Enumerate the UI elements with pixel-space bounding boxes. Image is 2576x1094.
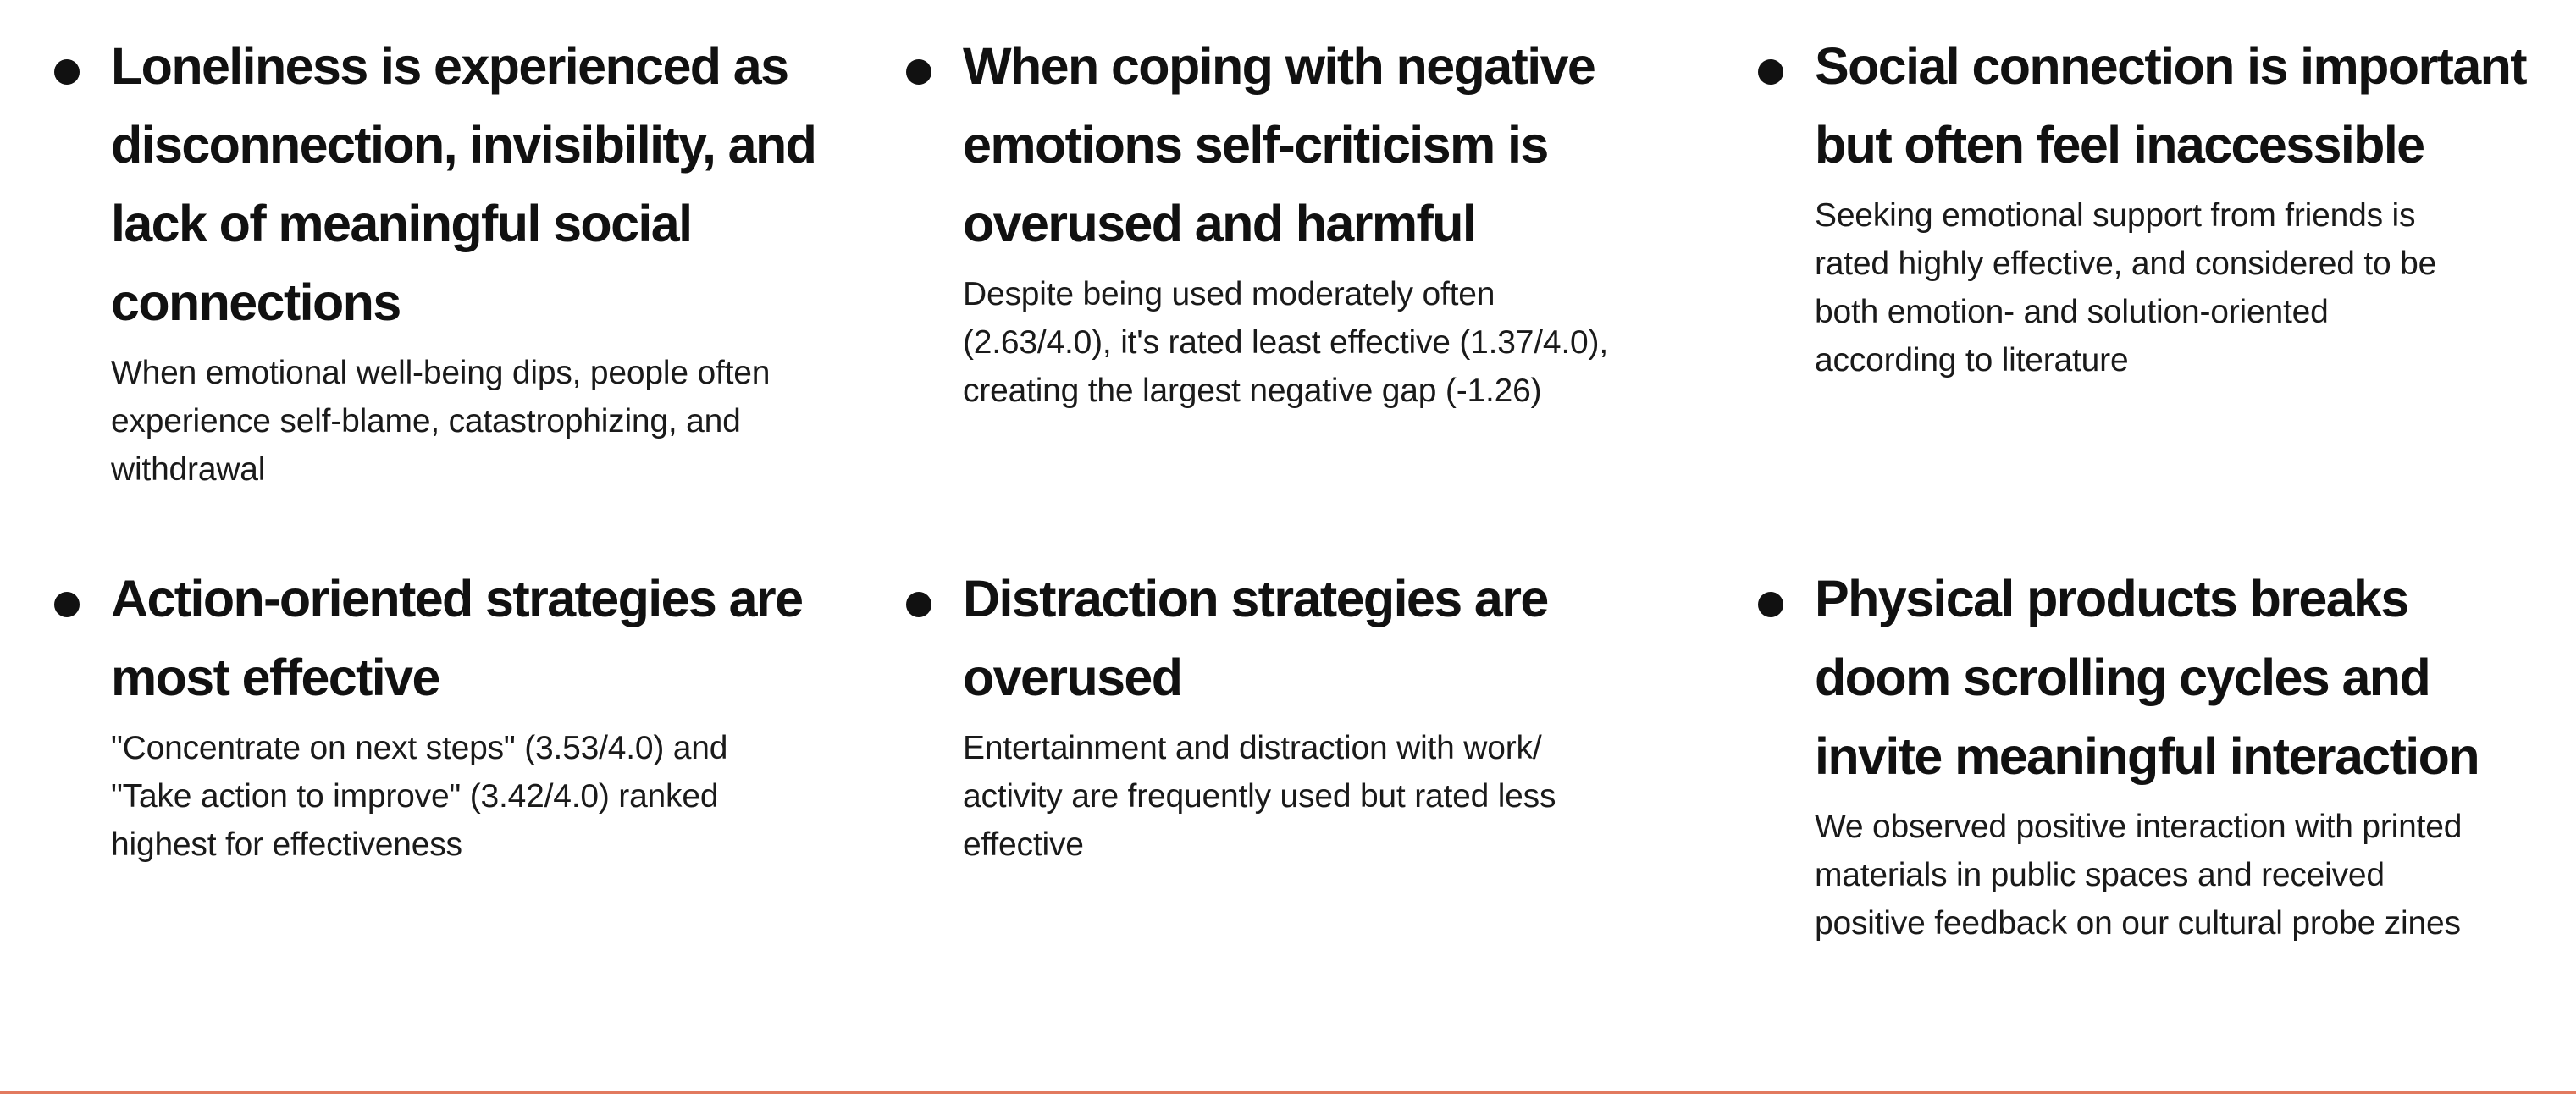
finding-action-oriented <box>54 560 816 869</box>
finding-loneliness <box>54 27 816 494</box>
finding-social-connection <box>1758 27 2554 384</box>
bullet-dot <box>906 592 931 617</box>
bullet-dot <box>1758 59 1783 85</box>
finding-heading: Distraction strategies are overused <box>963 570 1548 706</box>
finding-body: Despite being used moderately often (2.63/4.0), it's rated least effective (1.37/4.0), creating the largest negative gap (-1.26) <box>963 276 1608 409</box>
finding-body: Entertainment and distraction with work/ activity are frequently used but rated less effective <box>963 730 1556 863</box>
bullet-dot <box>1758 592 1783 617</box>
finding-heading: When coping with negative emotions self-criticism is overused and harmful <box>963 37 1595 252</box>
finding-body: We observed positive interaction with printed materials in public spaces and received positive feedback on our cultural probe zines <box>1815 809 2463 942</box>
finding-body: "Concentrate on next steps" (3.53/4.0) and "Take action to improve" (3.42/4.0) ranked highest for effectiveness <box>111 730 728 863</box>
bullet-dot <box>54 59 80 85</box>
finding-heading: Social connection is important but often feel inaccessible <box>1815 37 2527 174</box>
finding-heading: Physical products breaks doom scrolling cycles and invite meaningful interaction <box>1815 570 2479 785</box>
bullet-dot <box>906 59 931 85</box>
finding-physical-products <box>1758 560 2554 948</box>
finding-self-criticism <box>906 27 1668 415</box>
bullet-dot <box>54 592 80 617</box>
finding-distraction <box>906 560 1668 869</box>
finding-body: When emotional well-being dips, people often experience self-blame, catastrophizing, and withdrawal <box>111 355 771 488</box>
finding-body: Seeking emotional support from friends is rated highly effective, and considered to be both emotion- and solution-oriented according to literature <box>1815 197 2437 378</box>
finding-heading: Action-oriented strategies are most effective <box>111 570 803 706</box>
finding-heading: Loneliness is experienced as disconnection, invisibility, and lack of meaningful social connections <box>111 37 816 331</box>
